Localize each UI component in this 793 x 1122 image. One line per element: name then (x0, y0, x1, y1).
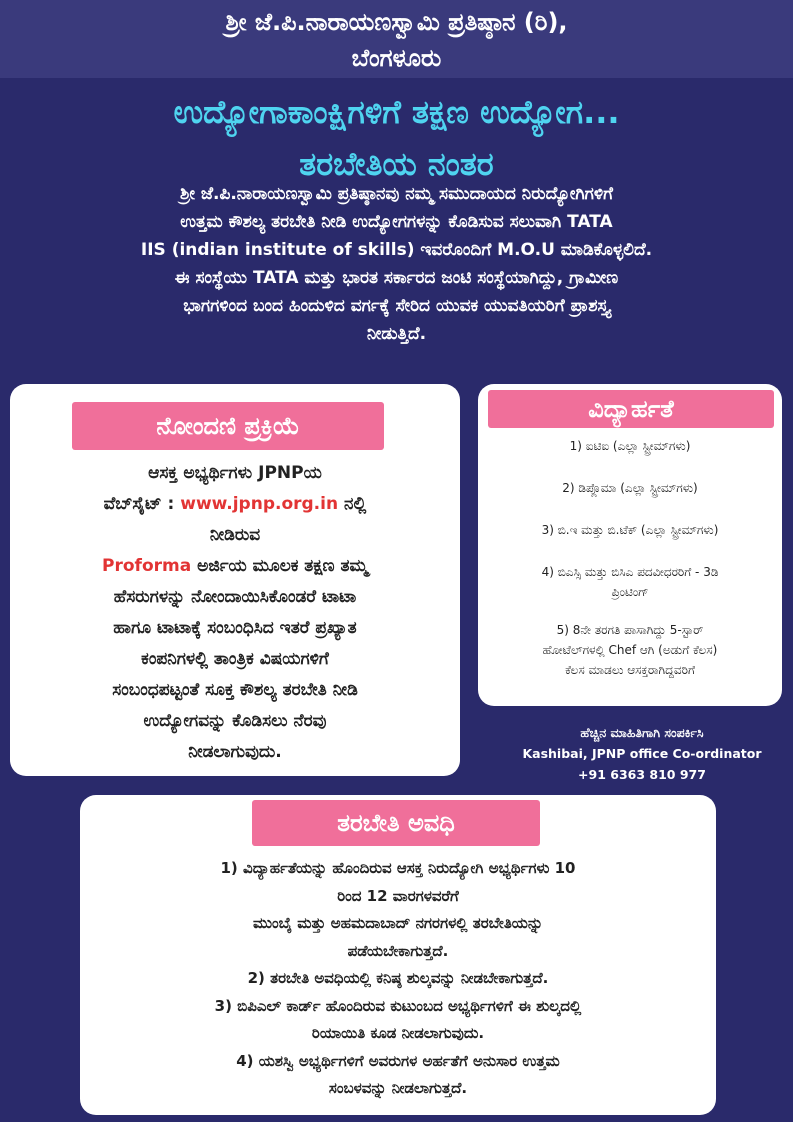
eligibility-item-text: 2) ಡಿಪ್ಲೊಮಾ (ಎಲ್ಲಾ ಸ್ಟ್ರೀಮ್‌ಗಳು) (562, 481, 698, 495)
organization-title (0, 4, 793, 76)
duration-line: ರಿಯಾಯಿತಿ ಕೂಡ ನೀಡಲಾಗುವುದು. (311, 1024, 485, 1042)
eligibility-item (486, 436, 774, 456)
eligibility-item (486, 478, 774, 498)
registration-line: ನೀಡಿರುವ (209, 525, 261, 545)
registration-line-website (26, 489, 444, 520)
headline (0, 86, 793, 190)
website-link[interactable]: www.jpnp.org.in (180, 494, 339, 514)
contact-info (492, 722, 792, 785)
eligibility-item-text: 4) ಬಿಎಸ್ಸಿ ಮತ್ತು ಬಿಸಿಎ ಪದವೀಧರರಿಗೆ - 3ಡಿ (541, 565, 719, 579)
eligibility-item (486, 520, 774, 540)
duration-line: ಮುಂಬೈ ಮತ್ತು ಅಹಮದಾಬಾದ್ ನಗರಗಳಲ್ಲಿ ತರಬೇತಿಯನ್ನು (252, 914, 543, 932)
headline-line2: ತರಬೇತಿಯ ನಂತರ (299, 145, 494, 183)
registration-line: ಸಂಬಂಧಪಟ್ಟಂತೆ ಸೂಕ್ತ ಕೌಶಲ್ಯ ತರಬೇತಿ ನೀಡಿ (112, 680, 358, 700)
registration-line: ನೀಡಲಾಗುವುದು. (188, 742, 282, 762)
registration-line-proforma (26, 551, 444, 582)
org-title-line2: ಬೆಂಗಳೂರು (351, 44, 442, 72)
headline-line1: ಉದ್ಯೋಗಾಕಾಂಕ್ಷಿಗಳಿಗೆ ತಕ್ಷಣ ಉದ್ಯೋಗ... (173, 93, 620, 131)
eligibility-item (486, 562, 774, 602)
eligibility-item-text: ಹೋಟೆಲ್‌ಗಳಲ್ಲಿ Chef ಆಗಿ (ಅಡುಗೆ ಕೆಲಸ) (542, 643, 718, 657)
registration-line: ಕಂಪನಿಗಳಲ್ಲಿ ತಾಂತ್ರಿಕ ವಿಷಯಗಳಿಗೆ (141, 649, 329, 669)
intro-line: ಉತ್ತಮ ಕೌಶಲ್ಯ ತರಬೇತಿ ನೀಡಿ ಉದ್ಯೋಗಗಳನ್ನು ಕೊಡಿಸುವ ಸಲುವಾಗಿ TATA (180, 212, 613, 232)
contact-phone[interactable]: +91 6363 810 977 (578, 767, 706, 782)
duration-text (96, 855, 700, 1103)
intro-line: ಭಾಗಗಳಿಂದ ಬಂದ ಹಿಂದುಳಿದ ವರ್ಗಕ್ಕೆ ಸೇರಿದ ಯುವಕ ಯುವತಿಯರಿಗೆ ಪ್ರಾಶಸ್ತ್ಯ (183, 296, 610, 316)
duration-line: 4) ಯಶಸ್ವಿ ಅಭ್ಯರ್ಥಿಗಳಿಗೆ ಅವರುಗಳ ಅರ್ಹತೆಗೆ ಅನುಸಾರ ಉತ್ತಮ (236, 1051, 560, 1070)
eligibility-item-text: 3) ಬಿ.ಇ ಮತ್ತು ಬಿ.ಟೆಕ್ (ಎಲ್ಲಾ ಸ್ಟ್ರೀಮ್‌ಗಳು) (541, 523, 719, 537)
registration-text (26, 458, 444, 768)
eligibility-item-text: ಪ್ರಿಂಟಿಂಗ್ (611, 585, 649, 599)
proforma-highlight: Proforma (102, 556, 192, 576)
duration-line: ರಿಂದ 12 ವಾರಗಳವರೆಗೆ (337, 886, 459, 905)
contact-label: ಹೆಚ್ಚಿನ ಮಾಹಿತಿಗಾಗಿ ಸಂಪರ್ಕಿಸಿ (580, 725, 704, 740)
contact-person: Kashibai, JPNP office Co-ordinator (522, 746, 762, 761)
eligibility-item (486, 620, 774, 680)
registration-card (10, 384, 460, 776)
website-label: ವೆಬ್‌ಸೈಟ್ : (103, 494, 181, 514)
eligibility-title: ವಿದ್ಯಾರ್ಹತೆ (488, 390, 774, 428)
eligibility-item-text: ಕೆಲಸ ಮಾಡಲು ಆಸಕ್ತರಾಗಿದ್ದವರಿಗೆ (565, 663, 695, 677)
intro-line: ಶ್ರೀ ಜೆ.ಪಿ.ನಾರಾಯಣಸ್ವಾಮಿ ಪ್ರತಿಷ್ಠಾನವು ನಮ್ಮ ಸಮುದಾಯದ ನಿರುದ್ಯೋಗಿಗಳಿಗೆ (180, 184, 613, 204)
registration-line: ಉದ್ಯೋಗವನ್ನು ಕೊಡಿಸಲು ನೆರವು (143, 711, 327, 731)
duration-card (80, 795, 716, 1115)
intro-line: ನೀಡುತ್ತಿದೆ. (366, 324, 427, 344)
proforma-suffix: ಅರ್ಜಿಯ ಮೂಲಕ ತಕ್ಷಣ ತಮ್ಮ (191, 556, 368, 576)
registration-line: ಆಸಕ್ತ ಅಭ್ಯರ್ಥಿಗಳು JPNPಯ (148, 463, 322, 483)
registration-line: ಹೆಸರುಗಳನ್ನು ನೋಂದಾಯಿಸಿಕೊಂಡರೆ ಟಾಟಾ (113, 587, 357, 607)
website-suffix: ನಲ್ಲಿ (338, 494, 367, 514)
intro-paragraph (20, 180, 773, 348)
intro-line: IIS (indian institute of skills) ಇವರೊಂದಿಗೆ M.O.U ಮಾಡಿಕೊಳ್ಳಲಿದೆ. (140, 240, 653, 260)
eligibility-item-text: 1) ಐಟಿಐ (ಎಲ್ಲಾ ಸ್ಟ್ರೀಮ್‌ಗಳು) (569, 439, 691, 453)
registration-line: ಹಾಗೂ ಟಾಟಾಕ್ಕೆ ಸಂಬಂಧಿಸಿದ ಇತರೆ ಪ್ರಖ್ಯಾತ (113, 618, 357, 638)
eligibility-list (486, 436, 774, 702)
duration-line: ಪಡೆಯಬೇಕಾಗುತ್ತದೆ. (347, 941, 449, 960)
duration-line: 2) ತರಬೇತಿ ಅವಧಿಯಲ್ಲಿ ಕನಿಷ್ಠ ಶುಲ್ಕವನ್ನು ನೀಡಬೇಕಾಗುತ್ತದೆ. (247, 969, 549, 987)
duration-line: 1) ವಿದ್ಯಾರ್ಹತೆಯನ್ನು ಹೊಂದಿರುವ ಆಸಕ್ತ ನಿರುದ್ಯೋಗಿ ಅಭ್ಯರ್ಥಿಗಳು 10 (220, 859, 576, 877)
eligibility-card (478, 384, 782, 706)
intro-line: ಈ ಸಂಸ್ಥೆಯು TATA ಮತ್ತು ಭಾರತ ಸರ್ಕಾರದ ಜಂಟಿ ಸಂಸ್ಥೆಯಾಗಿದ್ದು, ಗ್ರಾಮೀಣ (174, 268, 619, 288)
eligibility-item-text: 5) 8ನೇ ತರಗತಿ ಪಾಸಾಗಿದ್ದು 5-ಸ್ಟಾರ್ (556, 623, 704, 637)
duration-line: ಸಂಬಳವನ್ನು ನೀಡಲಾಗುತ್ತದೆ. (328, 1079, 468, 1097)
duration-title: ತರಬೇತಿ ಅವಧಿ (252, 800, 540, 846)
registration-title: ನೋಂದಣಿ ಪ್ರಕ್ರಿಯೆ (72, 402, 384, 450)
duration-line: 3) ಬಿಪಿಎಲ್ ಕಾರ್ಡ್ ಹೊಂದಿರುವ ಕುಟುಂಬದ ಅಭ್ಯರ್ಥಿಗಳಿಗೆ ಈ ಶುಲ್ಕದಲ್ಲಿ (214, 996, 582, 1015)
org-title-line1: ಶ್ರೀ ಜೆ.ಪಿ.ನಾರಾಯಣಸ್ವಾಮಿ ಪ್ರತಿಷ್ಠಾನ (ರಿ), (225, 8, 568, 36)
